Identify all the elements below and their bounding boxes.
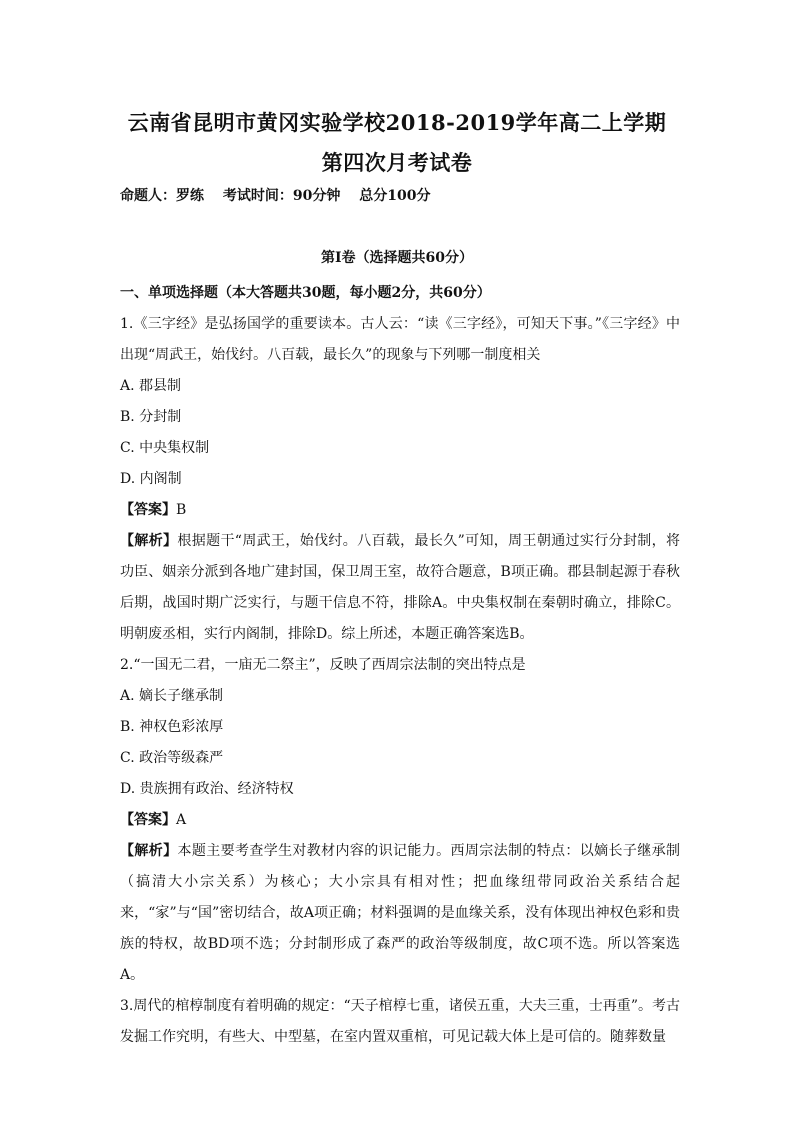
question-2-analysis: [120, 836, 680, 991]
analysis-tag: 【解析】: [120, 843, 178, 859]
exam-time: 考试时间：90分钟: [222, 188, 341, 204]
document-title: 云南省昆明市黄冈实验学校2018-2019学年高二上学期: [127, 110, 667, 135]
question-1-option-d: D. 内阁制: [120, 471, 182, 487]
section-title: 一、单项选择题（本大答题共30题，每小题2分，共60分）: [120, 285, 491, 301]
analysis-text: 本题主要考查学生对教材内容的识记能力。西周宗法制的特点：以嫡长子继承制（搞清大小宗关系）为核心；大小宗具有相对性；把血缘纽带同政治关系结合起来，“家”与“国”密切结合，故A项正确；材料强调的是血缘关系，没有体现出神权色彩和贵族的特权，故BD项不选；分封制形成了森严的政治等级制度，故C项不选。所以答案选A。: [120, 843, 681, 983]
answer-value: A: [176, 812, 187, 828]
question-2-stem: 2.“一国无二君，一庙无二祭主”，反映了西周宗法制的突出特点是: [120, 657, 526, 673]
question-2-option-b: B. 神权色彩浓厚: [120, 719, 224, 735]
document-subtitle: 第四次月考试卷: [321, 150, 473, 175]
question-1-option-c: C. 中央集权制: [120, 440, 210, 456]
question-3-stem: 3.周代的棺椁制度有着明确的规定：“天子棺椁七重，诸侯五重，大夫三重，士再重”。考古发掘工作究明，有些大、中型墓，在室内置双重棺，可见记载大体上是可信的。随葬数量: [120, 998, 680, 1045]
question-1-analysis: [120, 526, 680, 650]
exam-meta: [120, 185, 444, 205]
question-1-stem: 1.《三字经》是弘扬国学的重要读本。古人云：“读《三字经》，可知天下事。”《三字经》中出现“周武王，始伐纣。八百载，最长久”的现象与下列哪一制度相关: [120, 316, 680, 363]
answer-tag: 【答案】: [120, 502, 176, 518]
analysis-text: 根据题干“周武王，始伐纣。八百载，最长久”可知，周王朝通过实行分封制，将功臣、姻亲分派到各地广建封国，保卫周王室，故符合题意，B项正确。郡县制起源于春秋后期，战国时期广泛实行，与题干信息不符，排除A。中央集权制在秦朝时确立，排除C。明朝废丞相，实行内阁制，排除D。综上所述，本题正确答案选B。: [120, 533, 681, 642]
analysis-tag: 【解析】: [120, 533, 178, 549]
exam-score: 总分100分: [359, 188, 431, 204]
answer-value: B: [176, 502, 187, 518]
question-1-answer: [120, 495, 680, 526]
question-2-option-c: C. 政治等级森严: [120, 750, 224, 766]
question-1-option-a: A. 郡县制: [120, 378, 182, 394]
exam-content: [120, 278, 680, 1053]
question-2-option-d: D. 贵族拥有政治、经济特权: [120, 781, 294, 797]
question-2-option-a: A. 嫡长子继承制: [120, 688, 224, 704]
part-title: 第I卷（选择题共60分）: [320, 250, 474, 266]
question-1-option-b: B. 分封制: [120, 409, 182, 425]
answer-tag: 【答案】: [120, 812, 176, 828]
question-2-answer: [120, 805, 680, 836]
exam-author: 命题人：罗练: [120, 188, 204, 204]
